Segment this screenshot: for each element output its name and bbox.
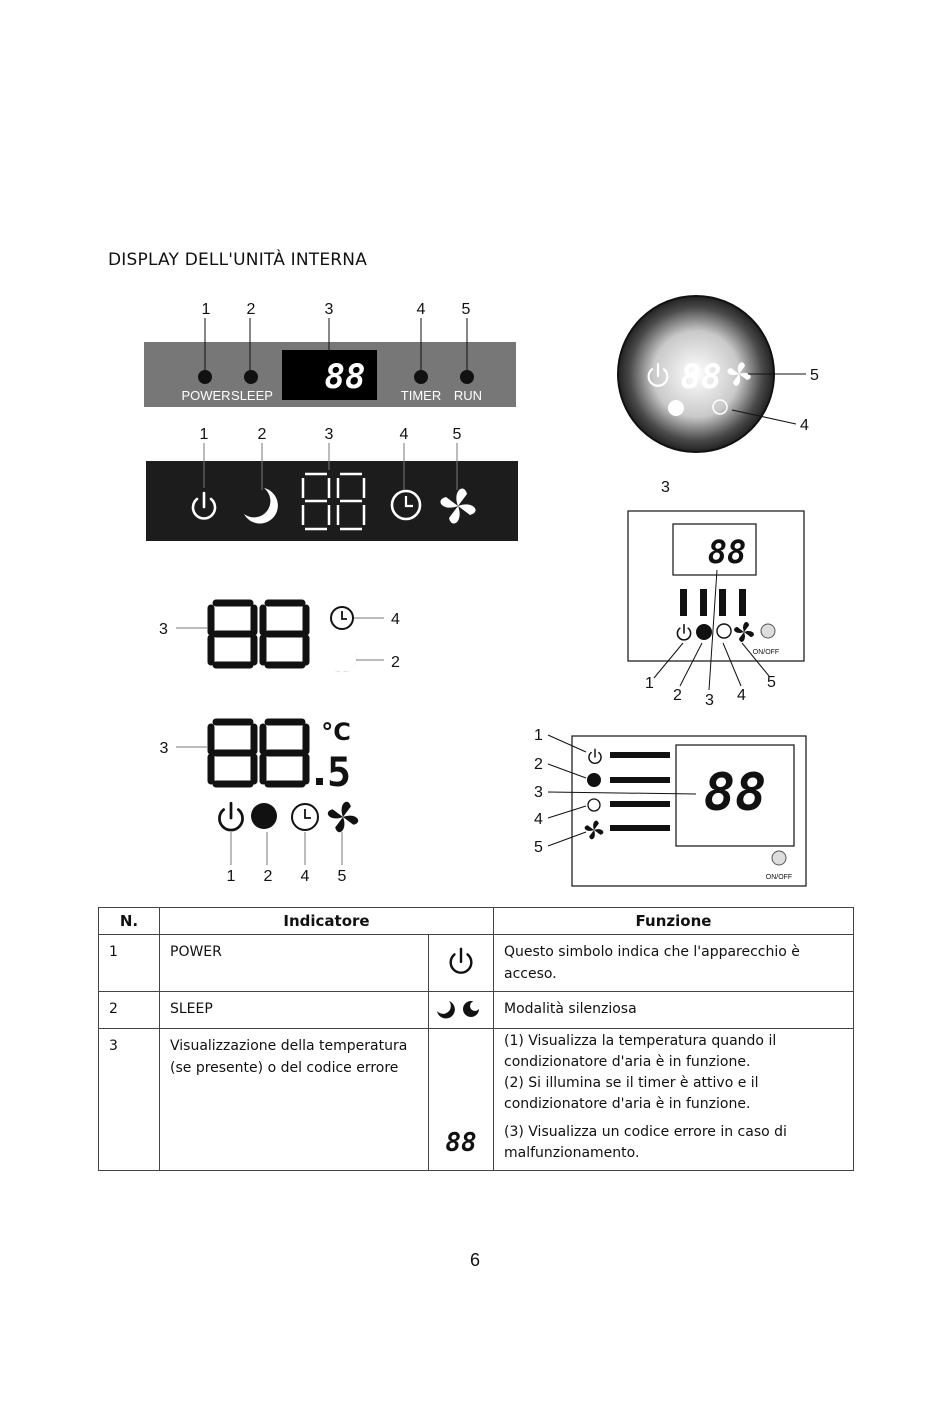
- label-power: POWER: [181, 388, 231, 403]
- panel-d-clock-icon: [331, 607, 353, 629]
- callout-a1: 1: [201, 301, 211, 318]
- page-title: DISPLAY DELL'UNITÀ INTERNA: [108, 250, 368, 270]
- header-n: N.: [99, 908, 160, 935]
- callout-d3: 3: [159, 621, 168, 638]
- label-sleep: SLEEP: [231, 388, 273, 403]
- callout-g4: 4: [534, 811, 543, 828]
- table-row: [99, 992, 854, 1029]
- callout-g2: 2: [534, 756, 543, 773]
- callout-a2: 2: [246, 301, 256, 318]
- callout-e5: 5: [337, 868, 347, 885]
- callout-g5: 5: [534, 839, 543, 856]
- panel-b-body: [146, 461, 518, 541]
- callout-f4: 4: [737, 687, 746, 704]
- page-number: 6: [470, 1250, 481, 1270]
- function-item-3: (3) Visualizza un codice errore in caso di malfunzionamento.: [504, 1124, 787, 1161]
- panel-g-rect: [534, 727, 806, 886]
- panel-e-fan-icon: [328, 802, 358, 832]
- row-n: 2: [109, 1001, 118, 1017]
- callout-f-top: 3: [661, 479, 670, 496]
- row-n: 3: [109, 1038, 118, 1054]
- rect-onoff-label: ON/OFF: [765, 874, 793, 881]
- callout-a4: 4: [416, 301, 426, 318]
- callout-d2: 2: [391, 654, 400, 671]
- moon-icons: [433, 997, 489, 1019]
- row-name: SLEEP: [170, 1001, 213, 1017]
- header-function: Funzione: [494, 908, 854, 935]
- label-run: RUN: [453, 388, 483, 403]
- sleep-led: [244, 370, 258, 384]
- callout-b1: 1: [199, 426, 209, 443]
- callout-f5: 5: [767, 674, 776, 691]
- callout-f3: 3: [705, 692, 714, 709]
- power-icon: [446, 946, 476, 976]
- panel-e-decimal: 5: [326, 750, 352, 796]
- square-digits: 88: [707, 533, 747, 571]
- square-moon-icon: [696, 624, 712, 640]
- panel-e-moon-icon: [251, 803, 277, 829]
- row-n: 1: [109, 944, 118, 960]
- rect-moon-icon: [587, 773, 601, 787]
- panel-d-moon-icon: [332, 648, 356, 672]
- panel-e-clock-icon: [292, 804, 318, 830]
- row-name: Visualizzazione della temperatura (se presente) o del codice errore: [170, 1038, 408, 1076]
- callout-e2: 2: [263, 868, 273, 885]
- round-moon-icon: [668, 400, 684, 416]
- callout-g3: 3: [534, 784, 543, 801]
- panel-e-power-icon: [219, 803, 242, 830]
- callout-f2: 2: [673, 687, 682, 704]
- panel-e: [0, 0, 358, 885]
- callout-c5: 5: [810, 367, 819, 384]
- label-timer: TIMER: [400, 388, 442, 403]
- panel-e-digits: [211, 722, 306, 784]
- power-led: [198, 370, 212, 384]
- callout-b5: 5: [452, 426, 462, 443]
- rect-onoff-button: [772, 851, 786, 865]
- callout-a5: 5: [461, 301, 471, 318]
- panel-e-unit: °C: [321, 718, 351, 746]
- callout-f1: 1: [645, 675, 654, 692]
- panel-a-digits: 88: [324, 357, 366, 397]
- callout-b2: 2: [257, 426, 267, 443]
- callout-b4: 4: [399, 426, 409, 443]
- callout-a3: 3: [324, 301, 334, 318]
- table-header-row: [99, 908, 854, 935]
- panel-e-decimal-point: [316, 778, 323, 785]
- indicator-table: [98, 907, 854, 1171]
- run-led: [460, 370, 474, 384]
- function-item-2: (2) Si illumina se il timer è attivo e il condizionatore d'aria è in funzione.: [504, 1075, 759, 1112]
- panel-d: [0, 0, 400, 672]
- timer-led: [414, 370, 428, 384]
- callout-d4: 4: [391, 611, 400, 628]
- panel-f-square: [628, 479, 804, 709]
- callout-e3: 3: [159, 740, 169, 757]
- callout-g1: 1: [534, 727, 543, 744]
- table-row: [99, 935, 854, 992]
- callout-e1: 1: [226, 868, 236, 885]
- row-function: Questo simbolo indica che l'apparecchio è acceso.: [504, 944, 800, 982]
- row-function: Modalità silenziosa: [504, 1001, 637, 1017]
- callout-b3: 3: [324, 426, 334, 443]
- square-onoff-label: ON/OFF: [752, 649, 780, 656]
- callout-e4: 4: [300, 868, 310, 885]
- callout-c4: 4: [800, 417, 809, 434]
- rect-digits: 88: [703, 763, 767, 823]
- round-digits: 88: [680, 357, 722, 397]
- row-name: POWER: [170, 944, 222, 960]
- panel-d-digits: [211, 603, 306, 665]
- panel-c-round: [618, 296, 819, 452]
- table-row: [99, 1029, 854, 1171]
- function-item-1: (1) Visualizza la temperatura quando il condizionatore d'aria è in funzione.: [504, 1033, 777, 1070]
- panel-a: [144, 301, 516, 407]
- panel-b: [146, 426, 518, 541]
- header-indicator: Indicatore: [160, 908, 494, 935]
- digits-icon: 88: [445, 1128, 477, 1158]
- square-onoff-button: [761, 624, 775, 638]
